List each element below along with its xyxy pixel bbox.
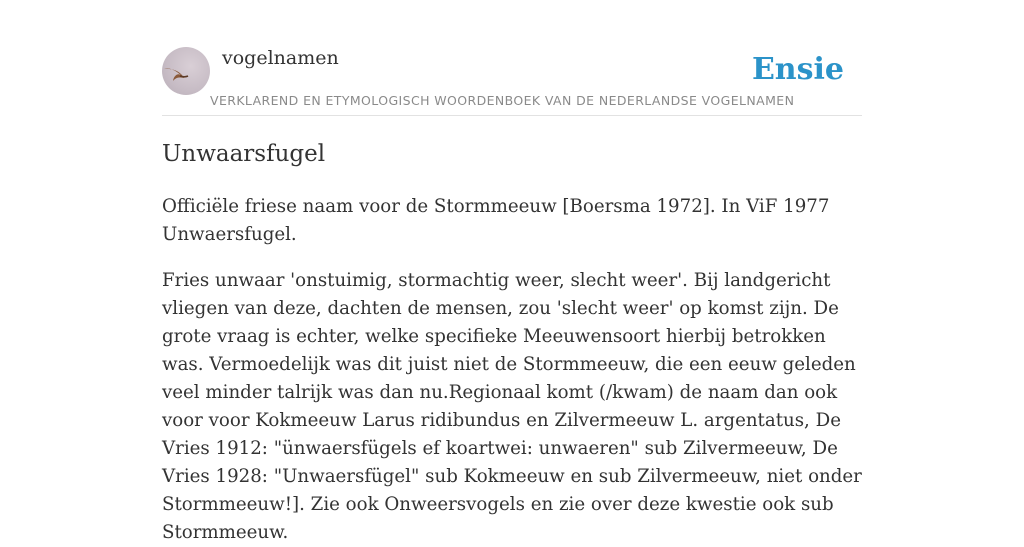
bird-in-flight-icon[interactable]: [162, 47, 210, 95]
bird-avatar-image: [162, 47, 210, 95]
site-name[interactable]: vogelnamen: [222, 47, 339, 69]
ensie-logo-link[interactable]: Ensie: [751, 52, 844, 87]
article-title: Unwaarsfugel: [162, 141, 326, 167]
site-header: [162, 40, 862, 116]
article-paragraph: Officiële friese naam voor de Stormmeeuw [Boersma 1972]. In ViF 1977 Unwaersfugel.: [162, 196, 830, 245]
site-subtitle: VERKLAREND EN ETYMOLOGISCH WOORDENBOEK VAN DE NEDERLANDSE VOGELNAMEN: [210, 93, 795, 108]
article: [162, 138, 862, 547]
article-paragraph: Fries unwaar 'onstuimig, stormachtig weer, slecht weer'. Bij landgericht vliegen van deze, dachten de mensen, zou 'slecht weer' op komst zijn. De grote vraag is echter, welke specifieke Meeuwensoort hierbij betrokken was. Vermoedelijk was dit juist niet de Stormmeeuw, die een eeuw geleden veel minder talrijk was dan nu.Regionaal komt (/kwam) de naam dan ook voor voor Kokmeeuw Larus ridibundus en Zilvermeeuw L. argentatus, De Vries 1912: "ünwaersfügels ef koartwei: unwaeren" sub Zilvermeeuw, De Vries 1928: "Unwaersfügel" sub Kokmeeuw en sub Zilvermeeuw, niet onder Stormmeeuw!]. Zie ook Onweersvogels en zie over deze kwestie ook sub Stormmeeuw.: [162, 270, 862, 543]
